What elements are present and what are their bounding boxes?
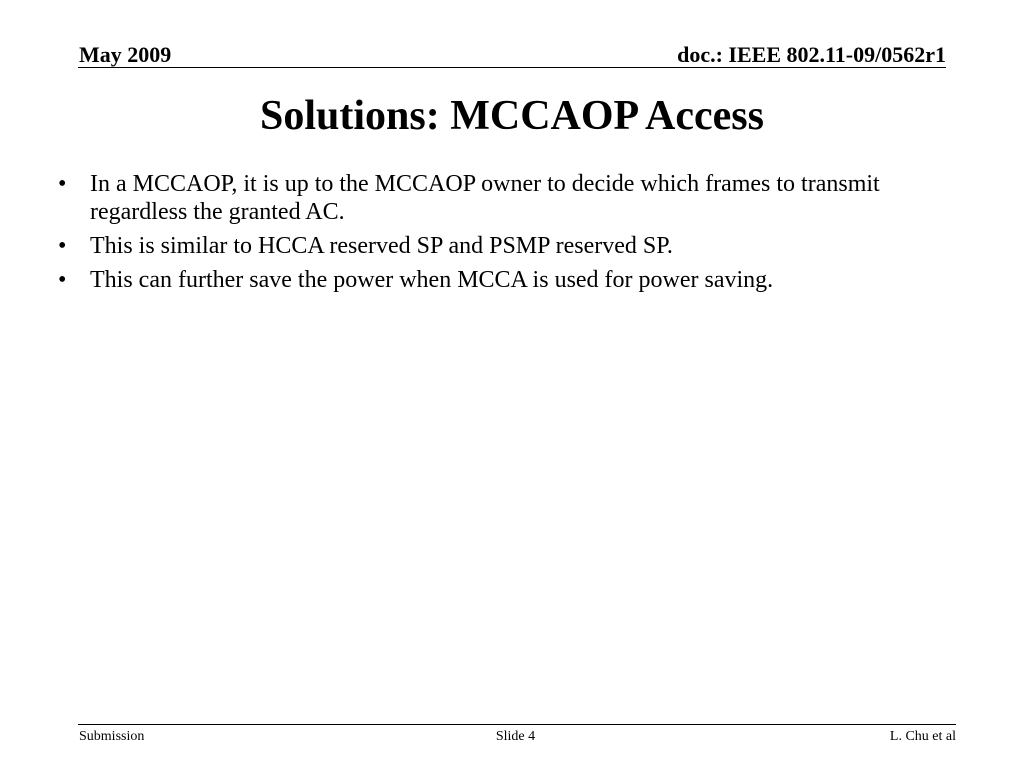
slide-title: Solutions: MCCAOP Access — [260, 93, 764, 139]
bullet-item — [58, 232, 958, 260]
footer-slide-number: Slide 4 — [495, 729, 536, 744]
header-doc-id: doc.: IEEE 802.11-09/0562r1 — [677, 42, 946, 67]
header-divider — [78, 67, 946, 68]
header-date: May 2009 — [79, 42, 172, 67]
bullet-marker: • — [58, 171, 67, 197]
footer-submission: Submission — [79, 729, 145, 744]
bullet-text: In a MCCAOP, it is up to the MCCAOP owner to decide which frames to transmit regardless the granted AC. — [90, 171, 880, 225]
bullet-text: This can further save the power when MCCA is used for power saving. — [90, 267, 774, 293]
bullet-item — [58, 170, 958, 226]
footer-divider — [78, 724, 956, 725]
bullet-marker: • — [58, 233, 67, 259]
footer-author: L. Chu et al — [889, 729, 956, 744]
bullet-list — [58, 170, 958, 300]
bullet-marker: • — [58, 267, 67, 293]
bullet-item — [58, 266, 958, 294]
bullet-text: This is similar to HCCA reserved SP and PSMP reserved SP. — [90, 233, 673, 259]
